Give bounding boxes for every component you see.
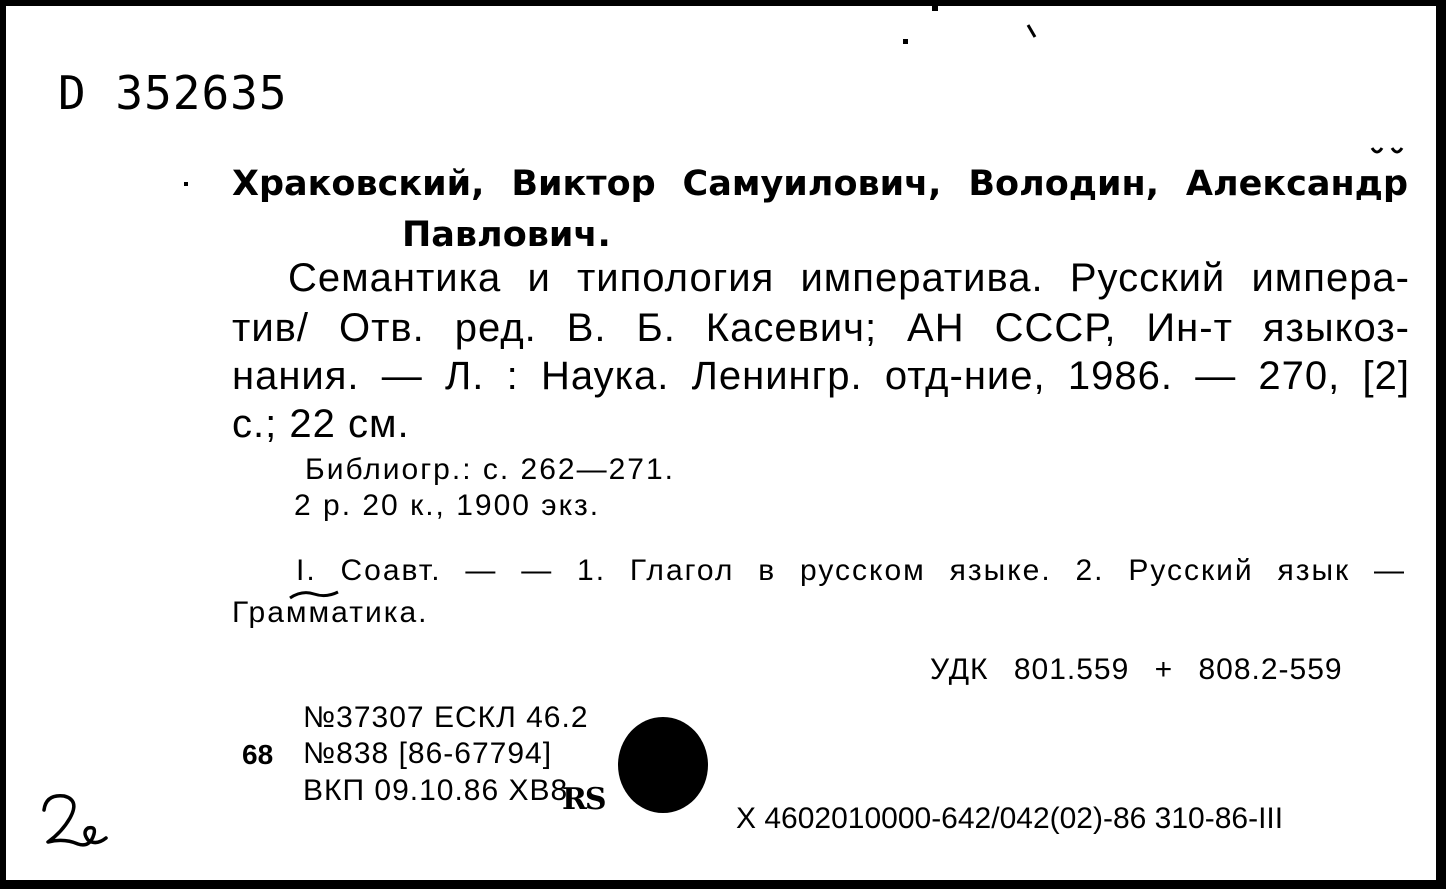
ink-speck — [184, 182, 188, 186]
call-number: D 352635 — [58, 66, 288, 120]
registration-line-3: ВКП 09.10.86 ХВ8 — [303, 774, 569, 807]
code-68: 68 — [242, 739, 274, 770]
ink-speck — [932, 6, 938, 11]
price-and-print-run: 2 р. 20 к., 1900 экз. — [294, 489, 601, 522]
title-line-2: тив/ Отв. ред. В. Б. Касевич; АН СССР, Ин-т языкоз- — [232, 306, 1410, 350]
bibliography-note: Библиогр.: с. 262—271. — [305, 453, 675, 486]
udk-classification: УДК 801.559 + 808.2-559 — [930, 653, 1343, 686]
subject-headings-continued: Грамматика. — [232, 596, 429, 629]
authors-heading-continued: Павлович. — [402, 215, 611, 255]
publisher-code-line: X 4602010000-642/042(02)-86 310-86-III — [736, 802, 1284, 835]
ink-speck — [1027, 24, 1037, 38]
ink-stamp-dot — [618, 717, 708, 813]
registration-line-2: №838 [86-67794] — [303, 737, 553, 770]
subject-headings: I. Соавт. — — 1. Глагол в русском языке. 2. Русский язык — — [296, 554, 1406, 587]
accent-marks — [1368, 144, 1408, 158]
stamp-letters: RS — [562, 782, 605, 817]
catalog-card — [4, 4, 1438, 882]
physical-description: с.; 22 см. — [232, 402, 410, 446]
pen-correction-mark — [288, 588, 340, 602]
imprint-line: нания. — Л. : Наука. Ленингр. отд-ние, 1986. — 270, [2] — [232, 354, 1410, 398]
ink-speck — [903, 39, 908, 44]
authors-heading: Храковский, Виктор Самуилович, Володин, Александр — [232, 164, 1408, 204]
registration-line-1: №37307 ЕСКЛ 46.2 — [303, 701, 589, 734]
handwritten-mark-icon — [34, 788, 114, 858]
title-line-1: Семантика и типология императива. Русский импера- — [288, 256, 1410, 300]
